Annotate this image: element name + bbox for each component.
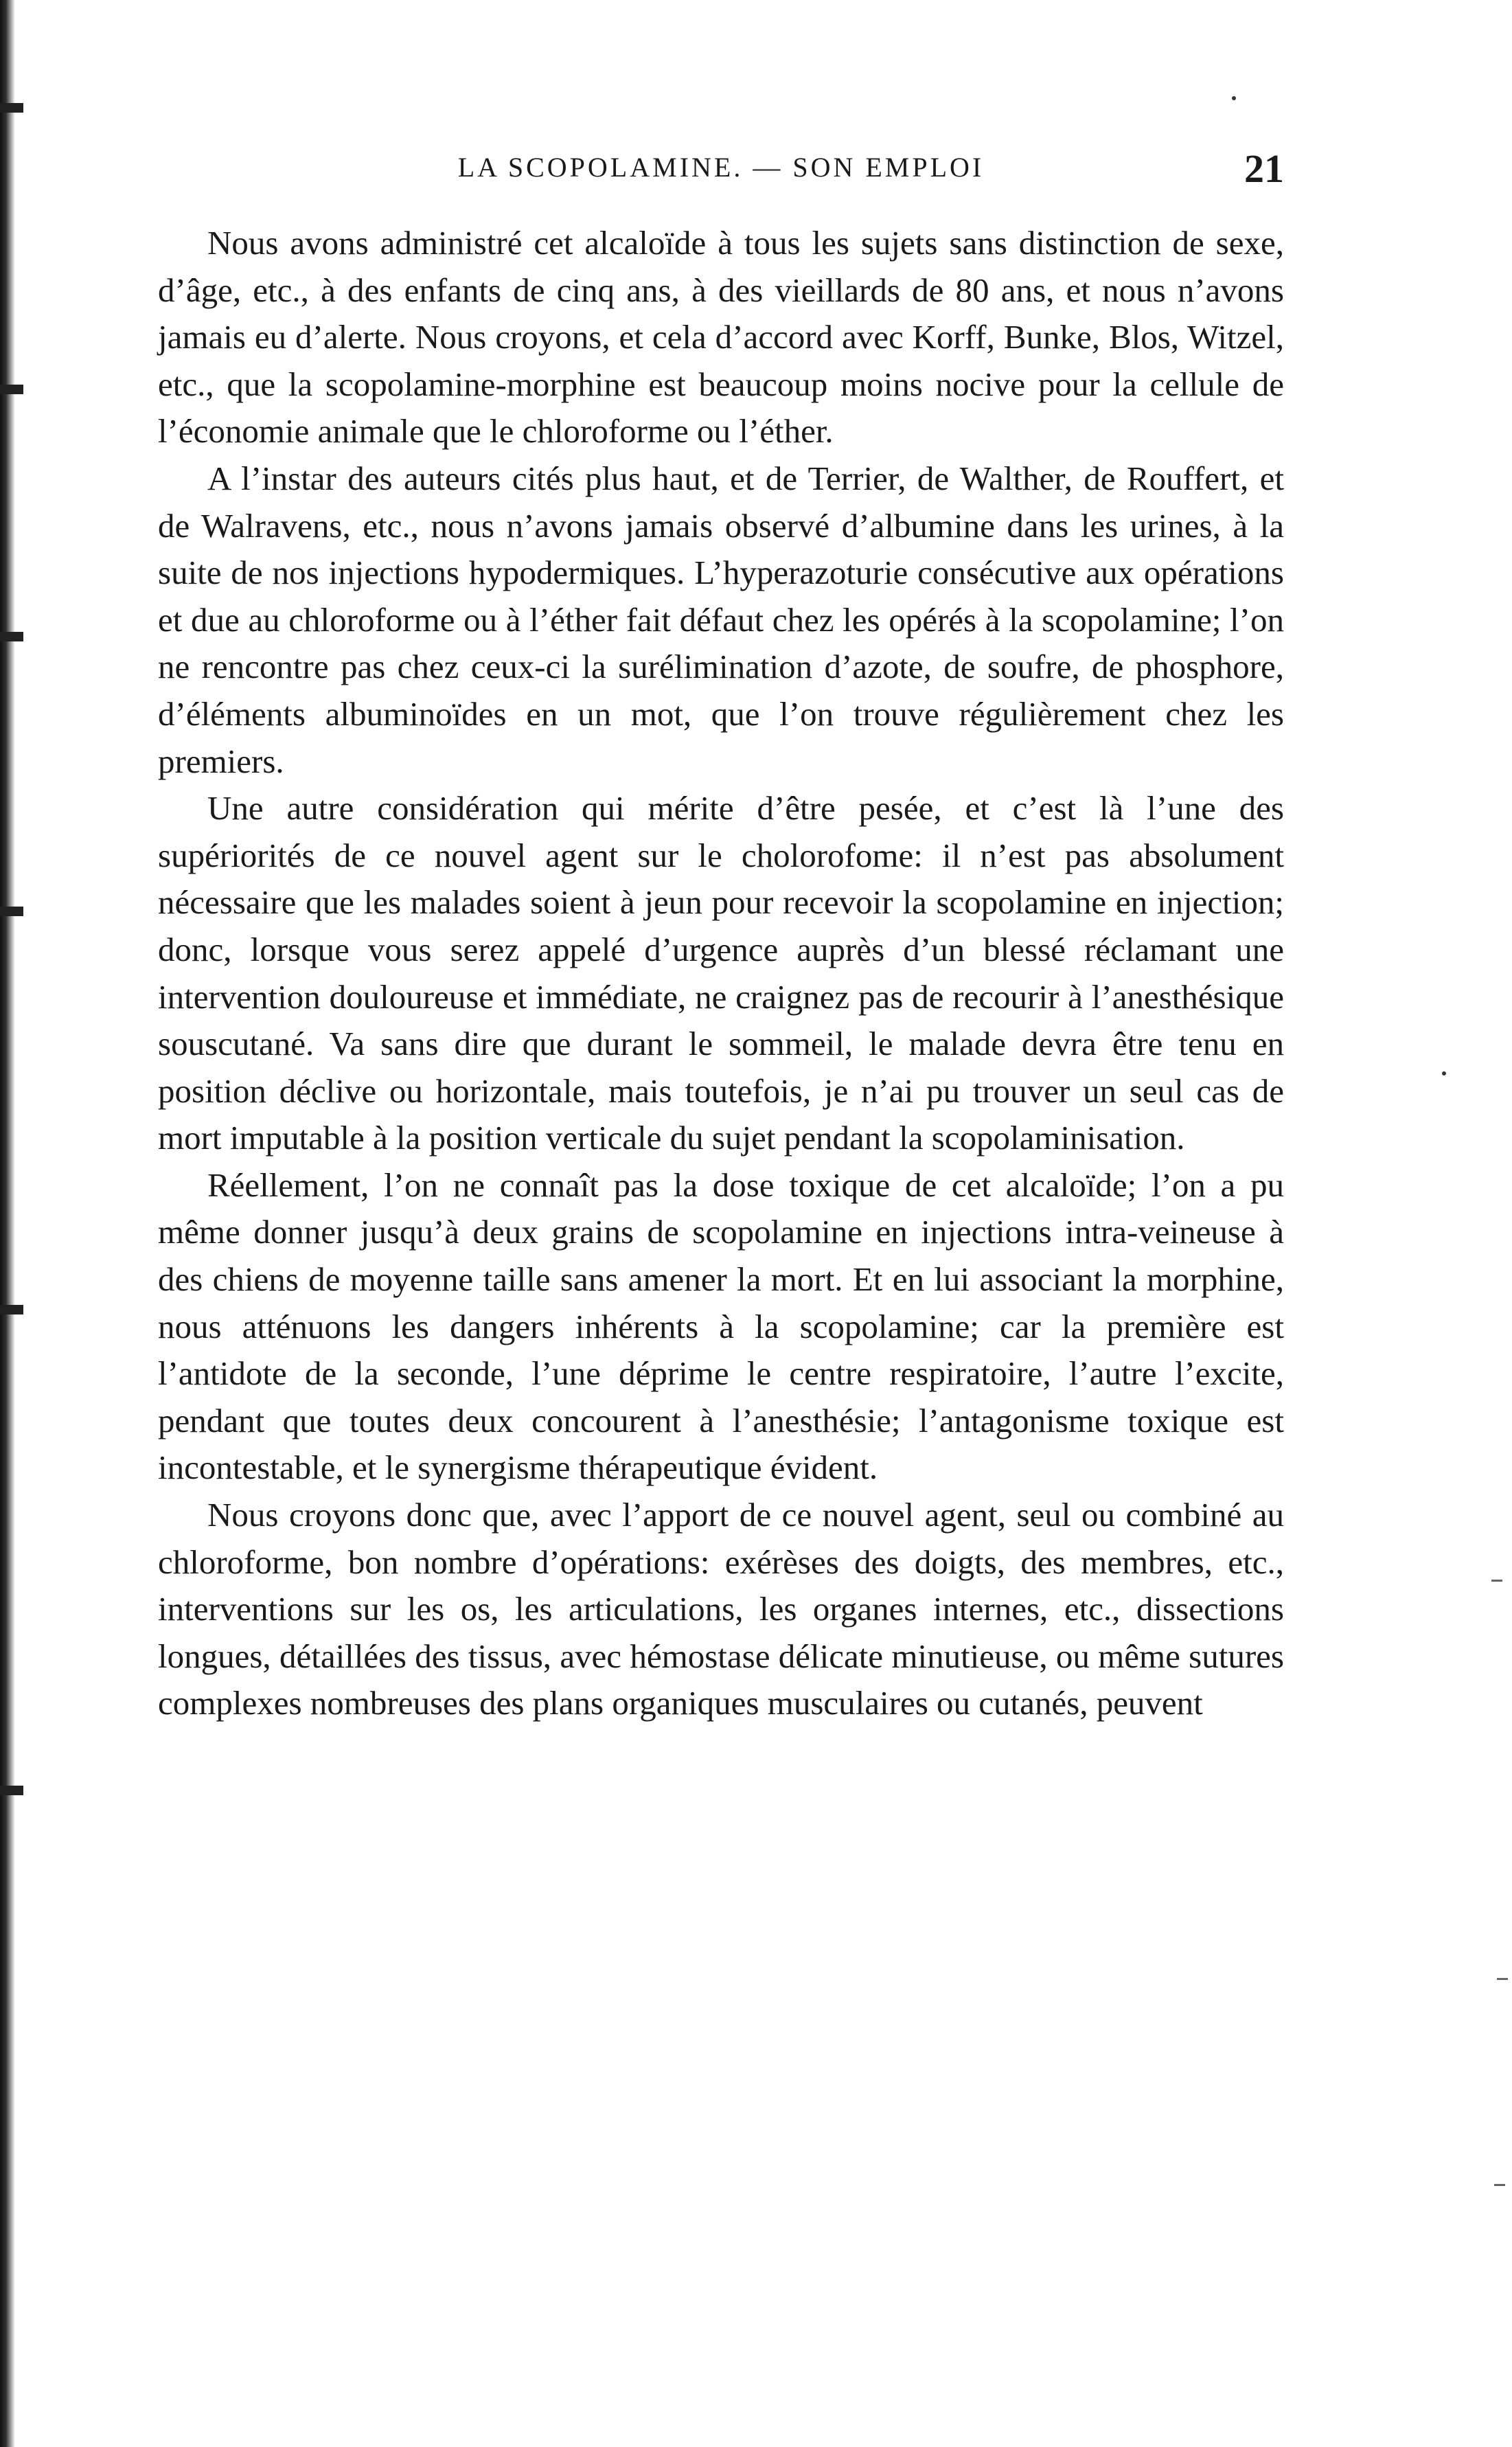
scan-edge-mark	[0, 1305, 23, 1314]
scan-speck	[1232, 96, 1236, 100]
paragraph: Une autre considération qui mérite d’être pesée, et c’est là l’une des supériorités de ce nouvel agent sur le cholorofome: il n’est pas absolument nécessaire que les malades soient à jeun pour recevoir la scopolamine en injection; donc, lorsque vous serez appelé d’urgence auprès d’un blessé réclamant une intervention douloureuse et immédiate, ne craignez pas de recourir à l’anesthésique souscutané. Va sans dire que durant le sommeil, le malade devra être tenu en position déclive ou horizontale, mais toutefois, je n’ai pu trouver un seul cas de mort imputable à la position verticale du sujet pendant la scopolaminisation.	[158, 789, 1284, 1157]
scan-speck	[1497, 1978, 1508, 1980]
page-number: 21	[1244, 146, 1284, 191]
body-text	[158, 220, 1284, 1727]
running-title: LA SCOPOLAMINE. — SON EMPLOI	[457, 152, 985, 183]
paragraph: A l’instar des auteurs cités plus haut, et de Terrier, de Walther, de Rouffert, et de Walravens, etc., nous n’avons jamais observé d’albumine dans les urines, à la suite de nos injections hypodermiques. L’hyperazoturie consécutive aux opérations et due au chloroforme ou à l’éther fait défaut chez les opérés à la scopolamine; l’on ne rencontre pas chez ceux-ci la surélimination d’azote, de soufre, de phosphore, d’éléments albuminoïdes en un mot, que l’on trouve régulièrement chez les premiers.	[158, 459, 1284, 780]
scan-speck	[1494, 2184, 1505, 2186]
paragraph: Nous croyons donc que, avec l’apport de ce nouvel agent, seul ou combiné au chloroforme, bon nombre d’opérations: exérèses des doigts, des membres, etc., interventions sur les os, les articulations, les organes internes, etc., dissections longues, détaillées des tissus, avec hémostase délicate minutieuse, ou même sutures complexes nombreuses des plans organiques musculaires ou cutanés, peuvent	[158, 1496, 1284, 1722]
scan-edge-mark	[0, 103, 23, 113]
paragraph: Réellement, l’on ne connaît pas la dose toxique de cet alcaloïde; l’on a pu même donner jusqu’à deux grains de scopolamine en injections intra-veineuse à des chiens de moyenne taille sans amener la mort. Et en lui associant la morphine, nous atténuons les dangers inhérents à la scopolamine; car la première est l’antidote de la seconde, l’une déprime le centre respiratoire, l’autre l’excite, pendant que toutes deux concourent à l’anesthésie; l’antagonisme toxique est incontestable, et le synergisme thérapeutique évident.	[158, 1165, 1284, 1487]
scan-edge-mark	[0, 385, 23, 394]
scan-edge-mark	[0, 907, 23, 916]
scan-speck	[1442, 1071, 1446, 1075]
scan-edge-shadow	[0, 0, 15, 2447]
paragraph: Nous avons administré cet alcaloïde à tous les sujets sans distinction de sexe, d’âge, etc., à des enfants de cinq ans, à des vieillards de 80 ans, et nous n’avons jamais eu d’alerte. Nous croyons, et cela d’accord avec Korff, Bunke, Blos, Witzel, etc., que la scopolamine-morphine est beaucoup moins nocive pour la cellule de l’économie animale que le chloroforme ou l’éther.	[158, 224, 1284, 451]
page-header	[158, 146, 1284, 194]
scan-speck	[1491, 1580, 1502, 1582]
scan-edge-mark	[0, 1786, 23, 1795]
scan-edge-mark	[0, 632, 23, 641]
